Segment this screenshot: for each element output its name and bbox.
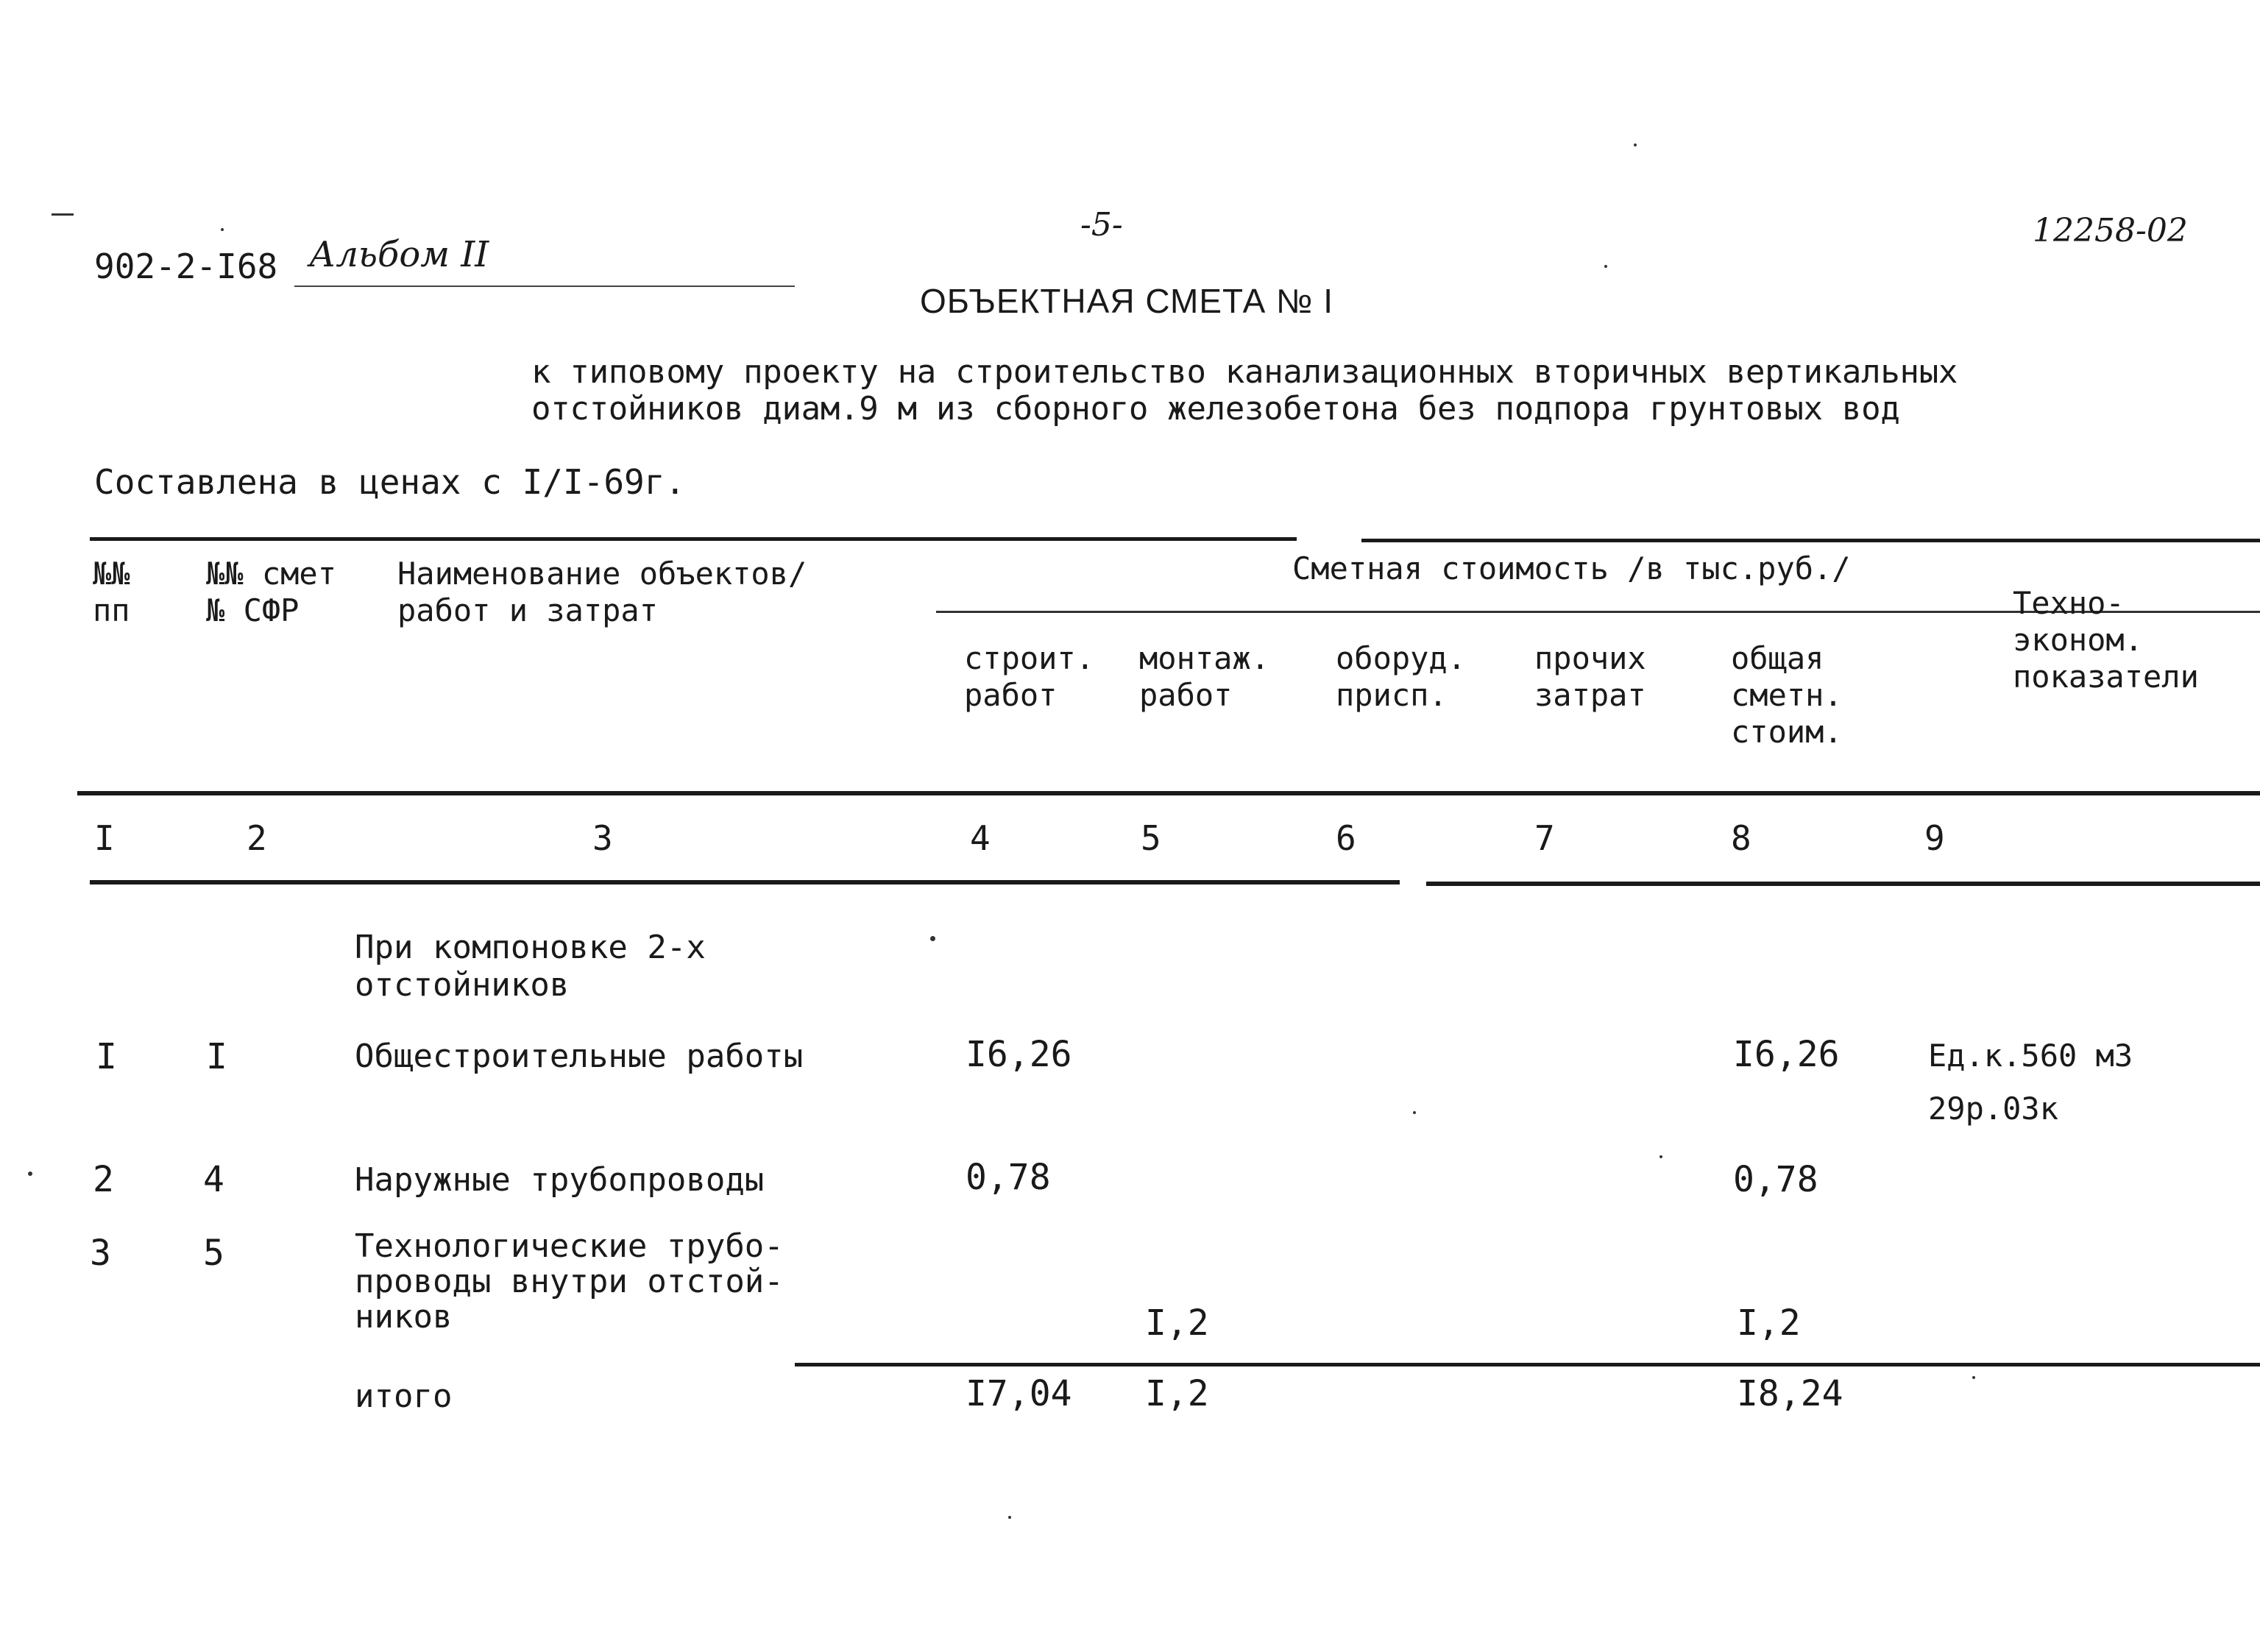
header-col-prochie: прочих затрат [1534,640,1646,713]
column-number: 9 [1924,818,1945,858]
album-underline [294,286,795,287]
header-col-smeta: №№ смет № СФР [206,556,337,628]
header-col-name: Наименование объектов/ работ и затрат [397,556,807,628]
scan-speck [1604,265,1607,268]
table-top-rule-left [90,537,1297,541]
row-obshaya: 0,78 [1733,1159,1818,1200]
total-rule [795,1363,2260,1366]
row-name: Наружные трубопроводы [355,1161,765,1199]
scan-speck [1008,1516,1011,1519]
archive-number: 12258-02 [2033,212,2188,249]
header-col-stroit: строит. работ [964,640,1095,713]
header-group-cost: Сметная стоимость /в тыс.руб./ [1292,550,1851,586]
total-label: итого [355,1378,453,1415]
row-smeta: 5 [203,1233,224,1274]
row-obshaya: I,2 [1737,1302,1801,1344]
column-number: 2 [247,818,267,858]
row-tep-cost: 29р.03к [1928,1091,2059,1127]
scan-speck [1659,1155,1662,1158]
scan-speck [52,213,74,216]
total-montazh: I,2 [1145,1373,1209,1414]
column-number: 5 [1141,818,1161,858]
header-col-obshaya: общая сметн. стоим. [1731,640,1843,750]
total-obshaya: I8,24 [1737,1373,1843,1414]
header-bottom-rule [77,791,2260,795]
column-numbers-rule-left [90,880,1400,885]
row-montazh: I,2 [1145,1302,1209,1344]
row-pp: 2 [93,1159,114,1200]
subtitle-line-1: к типовому проекту на строительство канализационных вторичных вертикальных [531,353,1958,391]
scan-speck [28,1171,32,1176]
row-pp: 3 [90,1233,111,1274]
column-number: 7 [1534,818,1555,858]
prices-note: Составлена в ценах с I/I-69г. [94,462,686,502]
column-number: 3 [592,818,613,858]
column-number: 4 [970,818,991,858]
row-pp: I [96,1036,117,1077]
row-name: Технологические трубо- проводы внутри отстой- ников [355,1227,784,1336]
row-stroit: 0,78 [966,1157,1051,1198]
scan-speck [1972,1376,1975,1379]
header-col-pp: №№ пп [93,556,130,628]
row-tep: Ед.к.560 м3 [1928,1038,2133,1074]
header-col-oborud: оборуд. присп. [1336,640,1467,713]
table-top-rule-right [1361,539,2260,542]
row-name: Общестроительные работы [355,1038,804,1075]
header-col-tep: Техно- эконом. показатели [2013,585,2199,695]
subtitle-line-2: отстойников диам.9 м из сборного железобетона без подпора грунтовых вод [531,390,1900,428]
scan-speck [1413,1111,1416,1114]
section-title: При компоновке 2-х отстойников [355,929,706,1004]
row-obshaya: I6,26 [1733,1034,1840,1075]
column-number: 6 [1336,818,1356,858]
document-title: ОБЪЕКТНАЯ СМЕТА № I [920,282,1333,320]
scan-speck [930,936,935,941]
header-col-montazh: монтаж. работ [1139,640,1270,713]
total-stroit: I7,04 [966,1373,1072,1414]
page-number: -5- [1080,206,1123,244]
column-number: I [94,818,115,858]
row-smeta: I [206,1036,227,1077]
album-label: Альбом II [309,234,489,275]
scan-speck [221,228,224,231]
column-number: 8 [1731,818,1751,858]
row-smeta: 4 [203,1159,224,1200]
column-numbers-rule-right [1426,882,2260,886]
scan-speck [1634,143,1637,146]
row-stroit: I6,26 [966,1034,1072,1075]
document-code: 902-2-I68 [94,247,278,286]
